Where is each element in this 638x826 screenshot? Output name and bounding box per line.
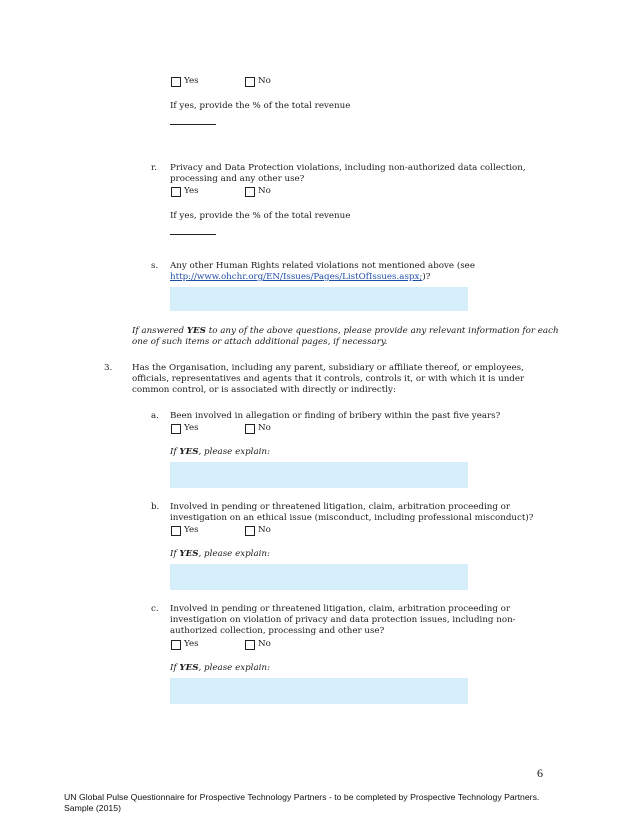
yes-checkbox[interactable] bbox=[171, 77, 181, 87]
question-text: common control, or is associated with directly or indirectly: bbox=[132, 385, 396, 395]
instruction-note: If answered YES to any of the above questions, please provide any relevant information for each bbox=[132, 326, 559, 336]
explain-input[interactable] bbox=[170, 678, 468, 704]
no-label: No bbox=[258, 525, 271, 535]
ohchr-issues-link[interactable]: http://www.ohchr.org/EN/Issues/Pages/ListOfIssues.aspx; bbox=[170, 272, 423, 282]
yes-checkbox[interactable] bbox=[171, 424, 181, 434]
yes-label: Yes bbox=[184, 423, 199, 433]
question-number: 3. bbox=[104, 363, 113, 373]
item-letter: s. bbox=[151, 261, 159, 271]
question-text: authorized collection, processing and other use? bbox=[170, 626, 385, 636]
no-checkbox[interactable] bbox=[245, 424, 255, 434]
yes-label: Yes bbox=[184, 186, 199, 196]
question-text: Has the Organisation, including any parent, subsidiary or affiliate thereof, or employees, bbox=[132, 363, 524, 373]
no-label: No bbox=[258, 186, 271, 196]
question-text: investigation on violation of privacy and data protection issues, including non- bbox=[170, 615, 516, 625]
instruction-note: one of such items or attach additional pages, if necessary. bbox=[132, 337, 388, 347]
question-text: Been involved in allegation or finding of bribery within the past five years? bbox=[170, 411, 501, 421]
no-label: No bbox=[258, 423, 271, 433]
no-checkbox[interactable] bbox=[245, 526, 255, 536]
no-checkbox[interactable] bbox=[245, 187, 255, 197]
explain-input[interactable] bbox=[170, 287, 468, 311]
item-letter: r. bbox=[151, 163, 157, 173]
no-label: No bbox=[258, 76, 271, 86]
question-link-line bbox=[170, 272, 430, 283]
item-letter: c. bbox=[151, 604, 159, 614]
yes-checkbox[interactable] bbox=[171, 187, 181, 197]
no-label: No bbox=[258, 639, 271, 649]
yes-label: Yes bbox=[184, 525, 199, 535]
question-text: Any other Human Rights related violations not mentioned above (see bbox=[170, 261, 475, 271]
question-text: investigation on an ethical issue (misconduct, including professional misconduct)? bbox=[170, 513, 534, 523]
revenue-blank-line[interactable] bbox=[170, 124, 216, 125]
item-letter: b. bbox=[151, 502, 160, 512]
yes-label: Yes bbox=[184, 76, 199, 86]
link-suffix: )? bbox=[422, 272, 431, 282]
item-letter: a. bbox=[151, 411, 159, 421]
question-text: officials, representatives and agents that it controls, controls it, or with which it is under bbox=[132, 374, 525, 384]
question-text: processing and any other use? bbox=[170, 174, 305, 184]
explain-input[interactable] bbox=[170, 462, 468, 488]
explain-prompt: If YES, please explain: bbox=[170, 549, 270, 559]
question-text: Privacy and Data Protection violations, including non-authorized data collection, bbox=[170, 163, 526, 173]
explain-input[interactable] bbox=[170, 564, 468, 590]
no-checkbox[interactable] bbox=[245, 77, 255, 87]
no-checkbox[interactable] bbox=[245, 640, 255, 650]
question-text: Involved in pending or threatened litigation, claim, arbitration proceeding or bbox=[170, 502, 511, 512]
revenue-prompt: If yes, provide the % of the total revenue bbox=[170, 101, 351, 111]
yes-checkbox[interactable] bbox=[171, 640, 181, 650]
footer-text: Sample (2015) bbox=[64, 803, 121, 813]
explain-prompt: If YES, please explain: bbox=[170, 447, 270, 457]
question-text: Involved in pending or threatened litigation, claim, arbitration proceeding or bbox=[170, 604, 511, 614]
explain-prompt: If YES, please explain: bbox=[170, 663, 270, 673]
footer-text: UN Global Pulse Questionnaire for Prospective Technology Partners - to be completed by Prospective Technology Partners. bbox=[64, 792, 540, 802]
page-number: 6 bbox=[537, 766, 543, 780]
revenue-prompt: If yes, provide the % of the total revenue bbox=[170, 211, 351, 221]
revenue-blank-line[interactable] bbox=[170, 234, 216, 235]
yes-label: Yes bbox=[184, 639, 199, 649]
yes-checkbox[interactable] bbox=[171, 526, 181, 536]
